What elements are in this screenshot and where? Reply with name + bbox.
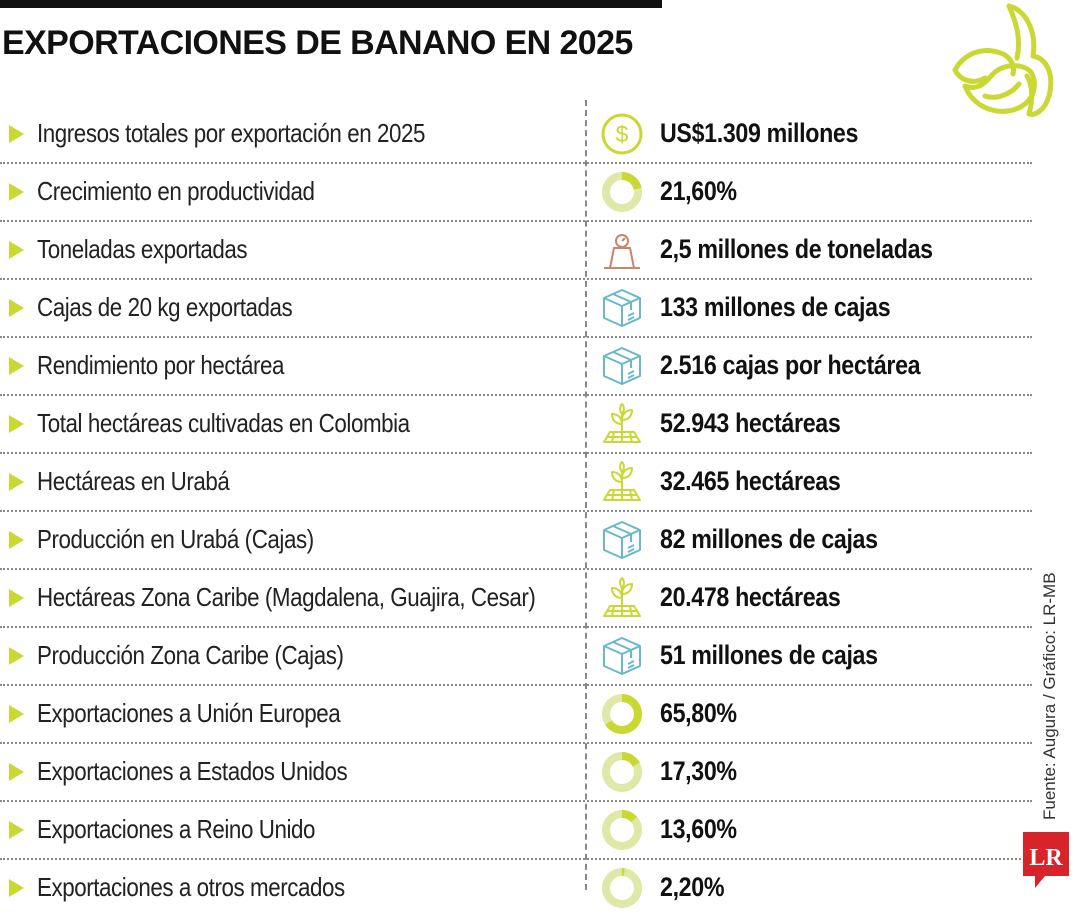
row-value: 133 millones de cajas bbox=[660, 292, 891, 322]
row-label: Total hectáreas cultivadas en Colombia bbox=[37, 408, 410, 438]
table-row bbox=[0, 628, 1032, 686]
top-rule bbox=[0, 0, 662, 8]
bullet-arrow-icon bbox=[9, 183, 24, 201]
bullet-arrow-icon bbox=[9, 125, 24, 143]
scale-icon bbox=[600, 228, 644, 272]
table-row bbox=[0, 512, 1032, 570]
source-credit: Fuente: Augura / Gráfico: LR-MB bbox=[1040, 572, 1059, 820]
row-value: 2.516 cajas por hectárea bbox=[660, 350, 921, 380]
table-row bbox=[0, 164, 1032, 222]
plant-field-icon bbox=[600, 460, 644, 504]
row-label: Hectáreas en Urabá bbox=[37, 466, 230, 496]
table-row bbox=[0, 396, 1032, 454]
row-value: 2,5 millones de toneladas bbox=[660, 234, 933, 264]
table-row bbox=[0, 744, 1032, 802]
row-value: 32.465 hectáreas bbox=[660, 466, 841, 496]
lr-logo-text: LR bbox=[1029, 845, 1063, 871]
table-row bbox=[0, 222, 1032, 280]
row-label: Producción Zona Caribe (Cajas) bbox=[37, 640, 344, 670]
donut-chart-icon bbox=[600, 170, 644, 214]
table-row bbox=[0, 686, 1032, 744]
row-label: Rendimiento por hectárea bbox=[37, 350, 284, 380]
table-row bbox=[0, 454, 1032, 512]
bullet-arrow-icon bbox=[9, 879, 24, 897]
donut-chart-icon bbox=[600, 692, 644, 736]
row-label: Toneladas exportadas bbox=[37, 234, 248, 264]
donut-chart-icon bbox=[600, 750, 644, 794]
lr-logo bbox=[1023, 832, 1069, 888]
row-label: Producción en Urabá (Cajas) bbox=[37, 524, 314, 554]
row-label: Exportaciones a Reino Unido bbox=[37, 814, 316, 844]
stats-table bbox=[0, 106, 1032, 916]
row-label: Crecimiento en productividad bbox=[37, 176, 315, 206]
bullet-arrow-icon bbox=[9, 705, 24, 723]
bullet-arrow-icon bbox=[9, 531, 24, 549]
bullet-arrow-icon bbox=[9, 763, 24, 781]
row-label: Exportaciones a otros mercados bbox=[37, 872, 345, 902]
row-label: Ingresos totales por exportación en 2025 bbox=[37, 118, 426, 148]
bullet-arrow-icon bbox=[9, 589, 24, 607]
row-label: Cajas de 20 kg exportadas bbox=[37, 292, 293, 322]
row-label: Hectáreas Zona Caribe (Magdalena, Guajira, Cesar) bbox=[37, 582, 536, 612]
plant-field-icon bbox=[600, 576, 644, 620]
row-label: Exportaciones a Unión Europea bbox=[37, 698, 341, 728]
bullet-arrow-icon bbox=[9, 821, 24, 839]
bullet-arrow-icon bbox=[9, 241, 24, 259]
plant-field-icon bbox=[600, 402, 644, 446]
box-icon bbox=[600, 518, 644, 562]
dollar-coin-icon bbox=[600, 112, 644, 156]
row-value: US$1.309 millones bbox=[660, 118, 859, 148]
table-row bbox=[0, 338, 1032, 396]
table-row bbox=[0, 860, 1032, 916]
bullet-arrow-icon bbox=[9, 357, 24, 375]
table-row bbox=[0, 106, 1032, 164]
row-value: 13,60% bbox=[660, 814, 737, 844]
box-icon bbox=[600, 344, 644, 388]
box-icon bbox=[600, 634, 644, 678]
bullet-arrow-icon bbox=[9, 473, 24, 491]
table-row bbox=[0, 280, 1032, 338]
svg-text:$: $ bbox=[615, 121, 629, 147]
bullet-arrow-icon bbox=[9, 415, 24, 433]
row-value: 52.943 hectáreas bbox=[660, 408, 841, 438]
bullet-arrow-icon bbox=[9, 299, 24, 317]
row-value: 51 millones de cajas bbox=[660, 640, 878, 670]
row-value: 21,60% bbox=[660, 176, 737, 206]
row-value: 82 millones de cajas bbox=[660, 524, 878, 554]
row-label: Exportaciones a Estados Unidos bbox=[37, 756, 348, 786]
table-row bbox=[0, 802, 1032, 860]
donut-chart-icon bbox=[600, 808, 644, 852]
row-value: 20.478 hectáreas bbox=[660, 582, 841, 612]
row-value: 65,80% bbox=[660, 698, 737, 728]
table-row bbox=[0, 570, 1032, 628]
row-value: 17,30% bbox=[660, 756, 737, 786]
donut-chart-icon bbox=[600, 866, 644, 910]
row-value: 2,20% bbox=[660, 872, 725, 902]
box-icon bbox=[600, 286, 644, 330]
bullet-arrow-icon bbox=[9, 647, 24, 665]
page-title: EXPORTACIONES DE BANANO EN 2025 bbox=[2, 24, 633, 62]
